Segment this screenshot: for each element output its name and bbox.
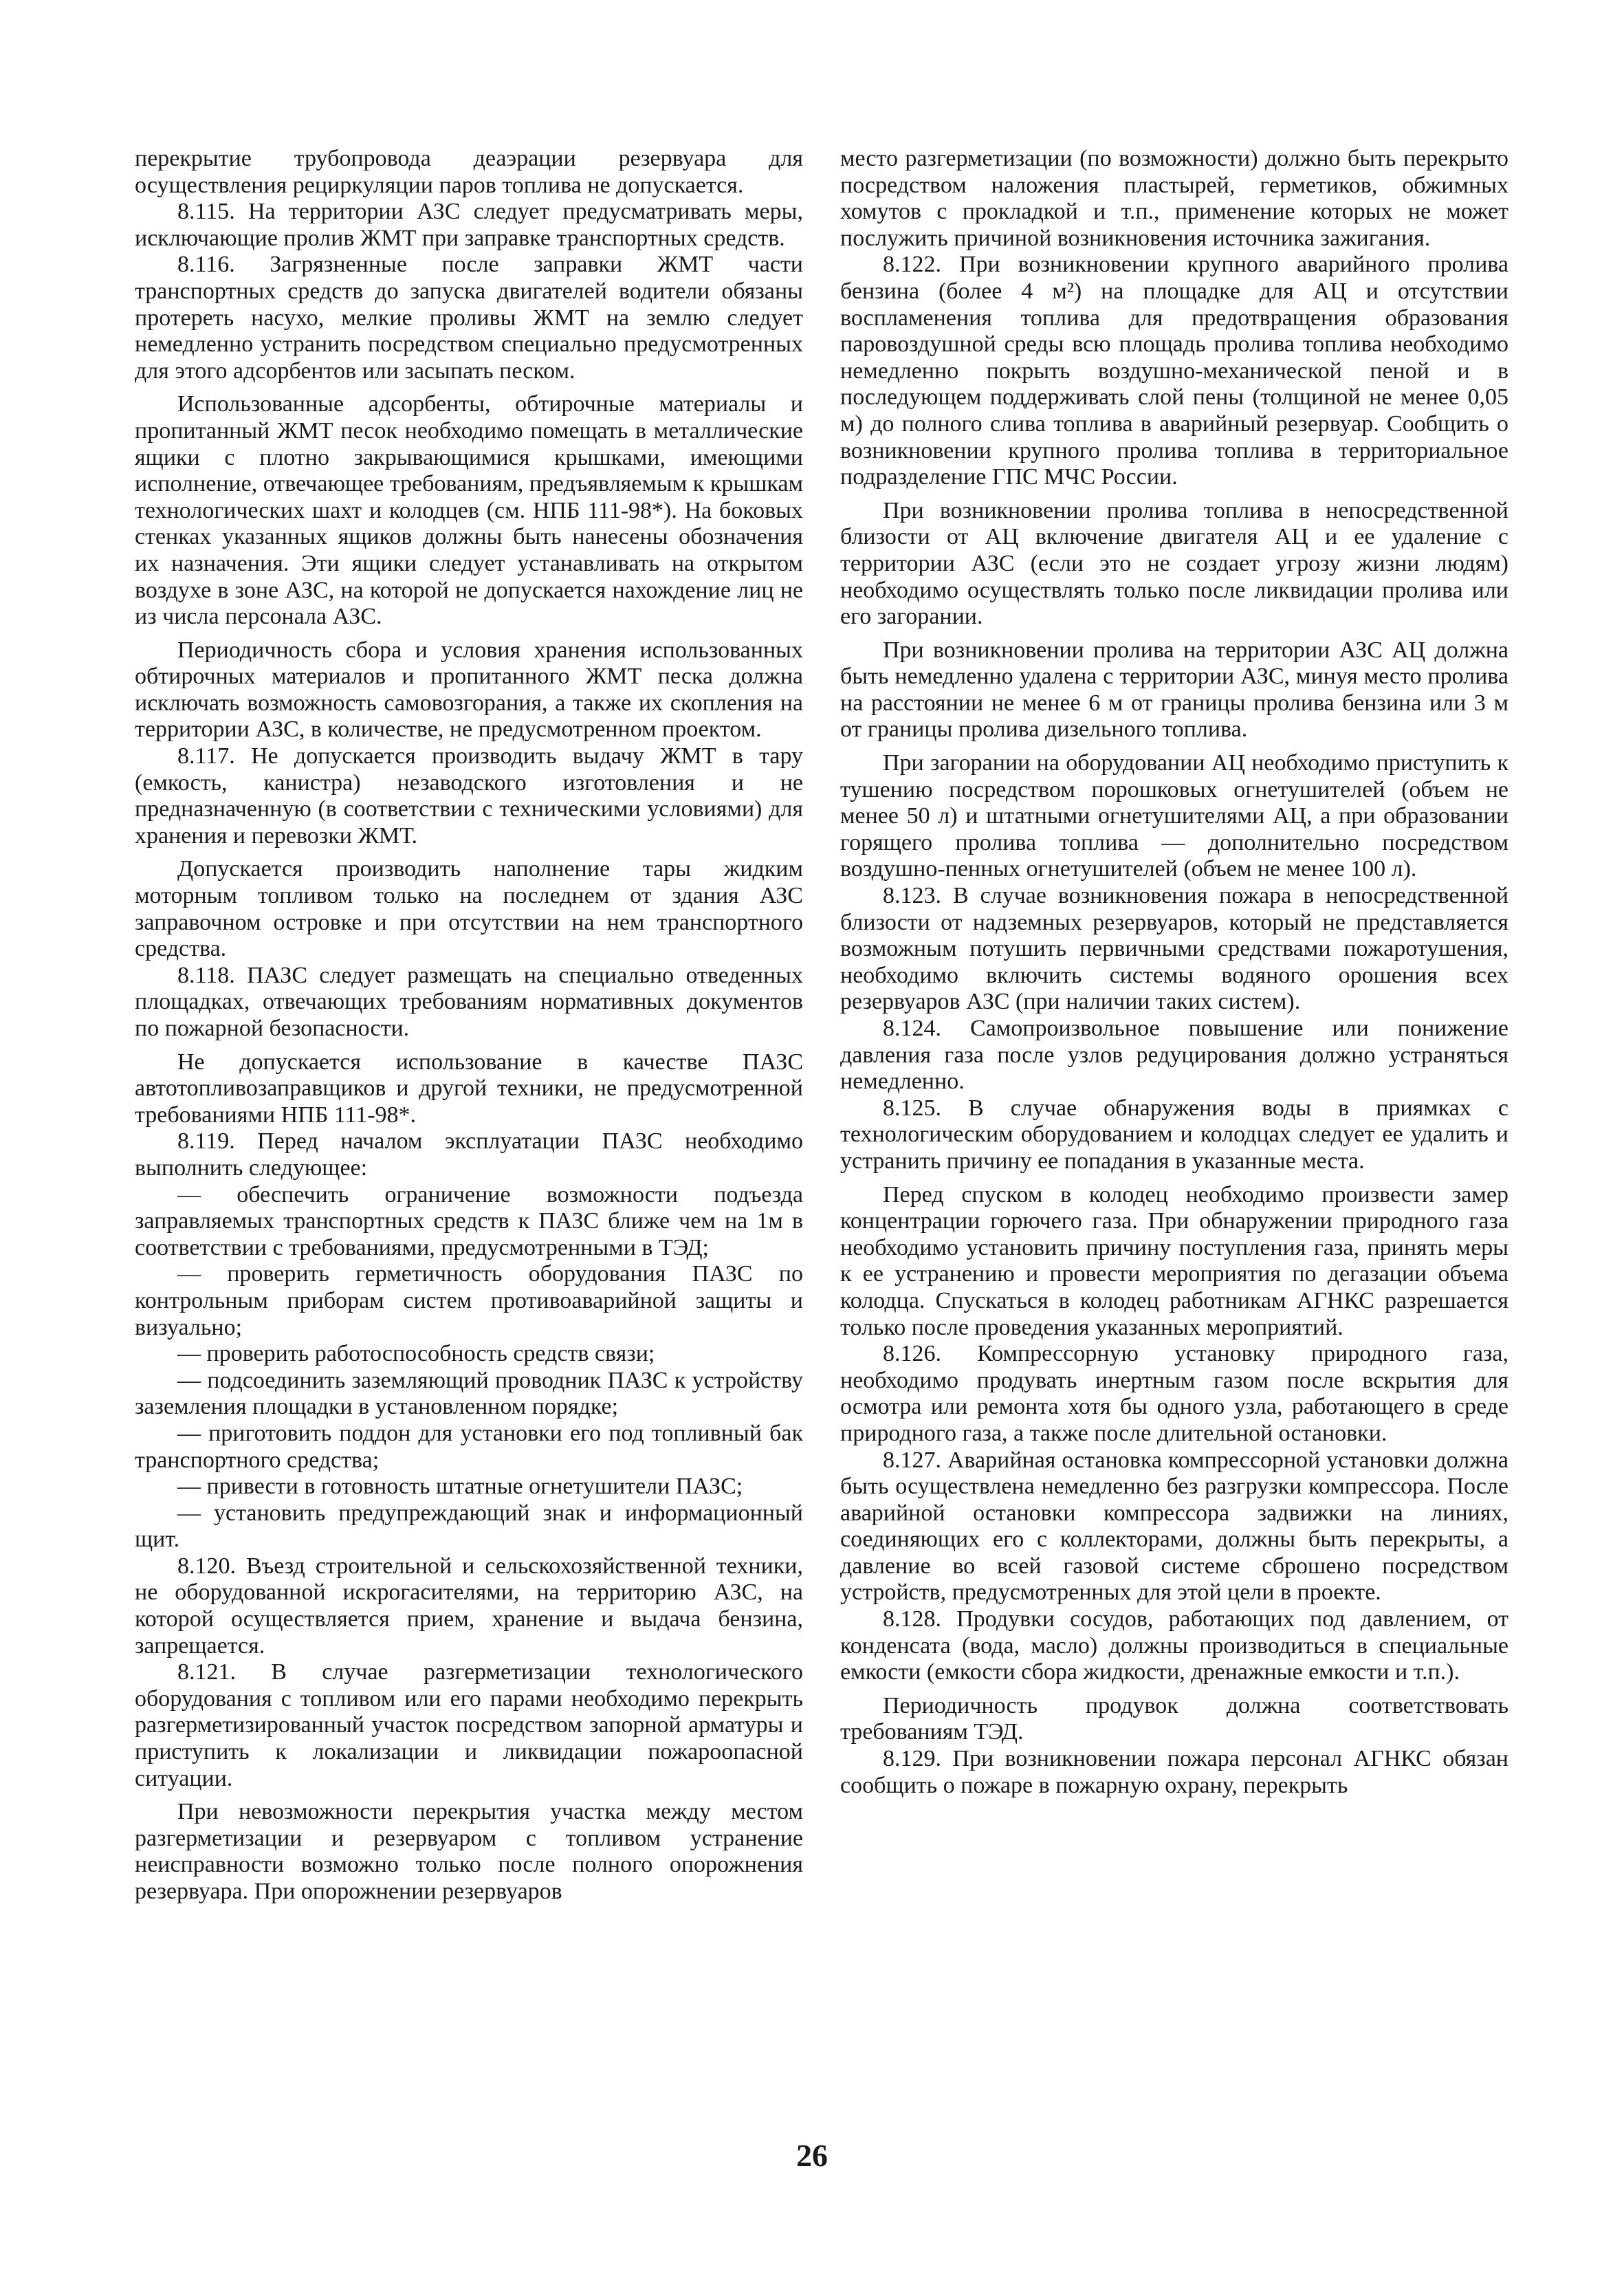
paragraph: 8.128. Продувки сосудов, работающих под давлением, от конденсата (вода, масло) должны производиться в специальные емкости (емкости сбора жидкости, дренажные емкости и т.п.). xyxy=(840,1606,1508,1685)
paragraph: 8.126. Компрессорную установку природного газа, необходимо продувать инертным газом после вскрытия для осмотра или ремонта хотя бы одного узла, работающего в среде природного газа, а также после длительной остановки. xyxy=(840,1341,1508,1446)
paragraph: Периодичность сбора и условия хранения использованных обтирочных материалов и пропитанного ЖМТ песка должна исключать возможность самовозгорания, а также их скопления на территории АЗС, в количестве, не предусмотренном проектом. xyxy=(135,637,803,743)
paragraph: Перед спуском в колодец необходимо произвести замер концентрации горючего газа. При обнаружении природного газа необходимо установить причину поступления газа, принять меры к ее устранению и провести мероприятия по дегазации объема колодца. Спускаться в колодец работникам АГНКС разрешается только после проведения указанных мероприятий. xyxy=(840,1181,1508,1340)
paragraph: — обеспечить ограничение возможности подъезда заправляемых транспортных средств к ПАЗС ближе чем на 1м в соответствии с требованиями, предусмотренными в ТЭД; xyxy=(135,1181,803,1260)
paragraph: — установить предупреждающий знак и информационный щит. xyxy=(135,1500,803,1553)
paragraph: При невозможности перекрытия участка между местом разгерметизации и резервуаром с топливом устранение неисправности возможно только после полного опорожнения резервуара. При опорожнении резервуаров xyxy=(135,1799,803,1904)
left-column xyxy=(135,146,803,1905)
paragraph: 8.117. Не допускается производить выдачу ЖМТ в тару (емкость, канистра) незаводского изготовления и не предназначенную (в соответствии с техническими условиями) для хранения и перевозки ЖМТ. xyxy=(135,743,803,849)
paragraph: Периодичность продувок должна соответствовать требованиям ТЭД. xyxy=(840,1692,1508,1745)
paragraph: 8.118. ПАЗС следует размещать на специально отведенных площадках, отвечающих требованиям нормативных документов по пожарной безопасности. xyxy=(135,962,803,1041)
paragraph: — подсоединить заземляющий проводник ПАЗС к устройству заземления площадки в установленном порядке; xyxy=(135,1367,803,1420)
paragraph: 8.127. Аварийная остановка компрессорной установки должна быть осуществлена немедленно без разгрузки компрессора. После аварийной остановки компрессора задвижки на линиях, соединяющих его с коллекторами, должны быть перекрыты, а давление во всей газовой системе сброшено посредством устройств, предусмотренных для этой цели в проекте. xyxy=(840,1447,1508,1606)
paragraph: 8.115. На территории АЗС следует предусматривать меры, исключающие пролив ЖМТ при заправке транспортных средств. xyxy=(135,199,803,251)
paragraph: — проверить герметичность оборудования ПАЗС по контрольным приборам систем противоаварийной защиты и визуально; xyxy=(135,1261,803,1340)
paragraph: При возникновении пролива на территории АЗС АЦ должна быть немедленно удалена с территории АЗС, минуя место пролива на расстоянии не менее 6 м от границы пролива бензина или 3 м от границы пролива дизельного топлива. xyxy=(840,637,1508,743)
paragraph: 8.124. Самопроизвольное повышение или понижение давления газа после узлов редуцирования должно устраняться немедленно. xyxy=(840,1016,1508,1095)
paragraph: Допускается производить наполнение тары жидким моторным топливом только на последнем от здания АЗС заправочном островке и при отсутствии на нем транспортного средства. xyxy=(135,856,803,962)
paragraph: место разгерметизации (по возможности) должно быть перекрыто посредством наложения пластырей, герметиков, обжимных хомутов с прокладкой и т.п., применение которых не может послужить причиной возникновения источника зажигания. xyxy=(840,146,1508,251)
paragraph: Не допускается использование в качестве ПАЗС автотопливозаправщиков и другой техники, не предусмотренной требованиями НПБ 111-98*. xyxy=(135,1049,803,1128)
paragraph: 8.123. В случае возникновения пожара в непосредственной близости от надземных резервуаров, который не представляется возможным потушить первичными средствами пожаротушения, необходимо включить системы водяного орошения всех резервуаров АЗС (при наличии таких систем). xyxy=(840,883,1508,1015)
paragraph: 8.119. Перед началом эксплуатации ПАЗС необходимо выполнить следующее: xyxy=(135,1128,803,1181)
right-column xyxy=(840,146,1508,1799)
paragraph: 8.122. При возникновении крупного аварийного пролива бензина (более 4 м²) на площадке для АЦ и отсутствии воспламенения топлива для предотвращения образования паровоздушной среды всю площадь пролива топлива необходимо немедленно покрыть воздушно-механической пеной и в последующем поддерживать слой пены (толщиной не менее 0,05 м) до полного слива топлива в аварийный резервуар. Сообщить о возникновении крупного пролива топлива в территориальное подразделение ГПС МЧС России. xyxy=(840,252,1508,490)
paragraph: 8.125. В случае обнаружения воды в приямках с технологическим оборудованием и колодцах следует ее удалить и устранить причину ее попадания в указанные места. xyxy=(840,1095,1508,1174)
paragraph: 8.129. При возникновении пожара персонал АГНКС обязан сообщить о пожаре в пожарную охрану, перекрыть xyxy=(840,1746,1508,1798)
page-number: 26 xyxy=(796,2138,828,2173)
paragraph: 8.121. В случае разгерметизации технологического оборудования с топливом или его парами необходимо перекрыть разгерметизированный участок посредством запорной арматуры и приступить к локализации и ликвидации пожароопасной ситуации. xyxy=(135,1659,803,1791)
paragraph: 8.116. Загрязненные после заправки ЖМТ части транспортных средств до запуска двигателей водители обязаны протереть насухо, мелкие проливы ЖМТ на землю следует немедленно устранить посредством специально предусмотренных для этого адсорбентов или засыпать песком. xyxy=(135,252,803,384)
paragraph: перекрытие трубопровода деаэрации резервуара для осуществления рециркуляции паров топлива не допускается. xyxy=(135,146,803,198)
paragraph: — приготовить поддон для установки его под топливный бак транспортного средства; xyxy=(135,1420,803,1473)
paragraph: 8.120. Въезд строительной и сельскохозяйственной техники, не оборудованной искрогасителями, на территорию АЗС, на которой осуществляется прием, хранение и выдача бензина, запрещается. xyxy=(135,1553,803,1659)
paragraph: — проверить работоспособность средств связи; xyxy=(177,1341,655,1367)
paragraph: При возникновении пролива топлива в непосредственной близости от АЦ включение двигателя АЦ и ее удаление с территории АЗС (если это не создает угрозу жизни людям) необходимо осуществлять только после ликвидации пролива или его загорании. xyxy=(840,497,1508,630)
paragraph: При загорании на оборудовании АЦ необходимо приступить к тушению посредством порошковых огнетушителей (объем не менее 50 л) и штатными огнетушителями АЦ, а при образовании горящего пролива топлива — дополнительно посредством воздушно-пенных огнетушителей (объем не менее 100 л). xyxy=(840,750,1508,882)
paragraph: — привести в готовность штатные огнетушители ПАЗС; xyxy=(177,1474,743,1500)
paragraph: Использованные адсорбенты, обтирочные материалы и пропитанный ЖМТ песок необходимо помещать в металлические ящики с плотно закрывающимися крышками, имеющими исполнение, отвечающее требованиям, предъявляемым к крышкам технологических шахт и колодцев (см. НПБ 111-98*). На боковых стенках указанных ящиков должны быть нанесены обозначения их назначения. Эти ящики следует устанавливать на открытом воздухе в зоне АЗС, на которой не допускается нахождение лиц не из числа персонала АЗС. xyxy=(135,391,803,630)
